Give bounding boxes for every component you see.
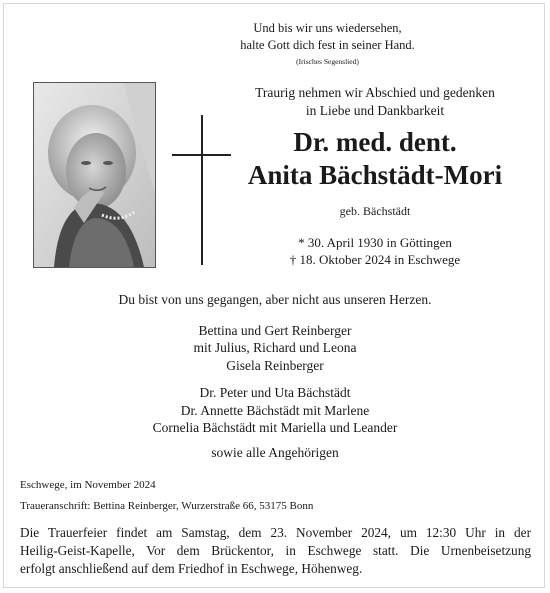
- poem-line-2: halte Gott dich fest in seiner Hand.: [240, 38, 415, 52]
- mourning-address: Traueranschrift: Bettina Reinberger, Wurzerstraße 66, 53175 Bonn: [20, 500, 314, 512]
- cross-icon-horizontal: [172, 154, 231, 156]
- portrait-photo: [33, 82, 156, 268]
- intro-line-2: in Liebe und Dankbarkeit: [305, 103, 445, 118]
- mourner-line: Bettina und Gert Reinberger: [198, 323, 352, 338]
- funeral-info-line-2: Heilig-Geist-Kapelle, Vor dem Brückentor, in Eschwege statt. Die Urnenbeisetzung: [20, 543, 531, 558]
- deceased-title: Dr. med. dent.: [293, 127, 457, 157]
- mourner-line: Dr. Annette Bächstädt mit Marlene: [180, 403, 370, 418]
- cross-icon-vertical: [201, 115, 203, 265]
- quote: Du bist von uns gegangen, aber nicht aus unseren Herzen.: [118, 292, 432, 307]
- portrait-image: [34, 83, 155, 267]
- mourner-line: Dr. Peter und Uta Bächstädt: [199, 385, 351, 400]
- funeral-info-line-3: erfolgt anschließend auf dem Friedhof in Eschwege, Höhenweg.: [20, 561, 363, 576]
- intro-line-1: Traurig nehmen wir Abschied und gedenken: [255, 85, 495, 100]
- mourner-line: Gisela Reinberger: [226, 358, 324, 373]
- place-date: Eschwege, im November 2024: [20, 479, 156, 491]
- birth-name: geb. Bächstädt: [339, 204, 411, 218]
- other-relatives: sowie alle Angehörigen: [211, 445, 339, 460]
- funeral-info-line-1: Die Trauerfeier findet am Samstag, dem 23. November 2024, um 12:30 Uhr in der: [20, 525, 531, 540]
- poem-line-1: Und bis wir uns wiedersehen,: [253, 21, 402, 35]
- mourner-line: Cornelia Bächstädt mit Mariella und Leander: [152, 420, 398, 435]
- mourner-line: mit Julius, Richard und Leona: [193, 340, 357, 355]
- poem-source: (Irisches Segenslied): [296, 57, 359, 66]
- deceased-name: Anita Bächstädt-Mori: [247, 160, 503, 190]
- death-date: † 18. Oktober 2024 in Eschwege: [289, 252, 461, 267]
- birth-date: * 30. April 1930 in Göttingen: [298, 235, 452, 250]
